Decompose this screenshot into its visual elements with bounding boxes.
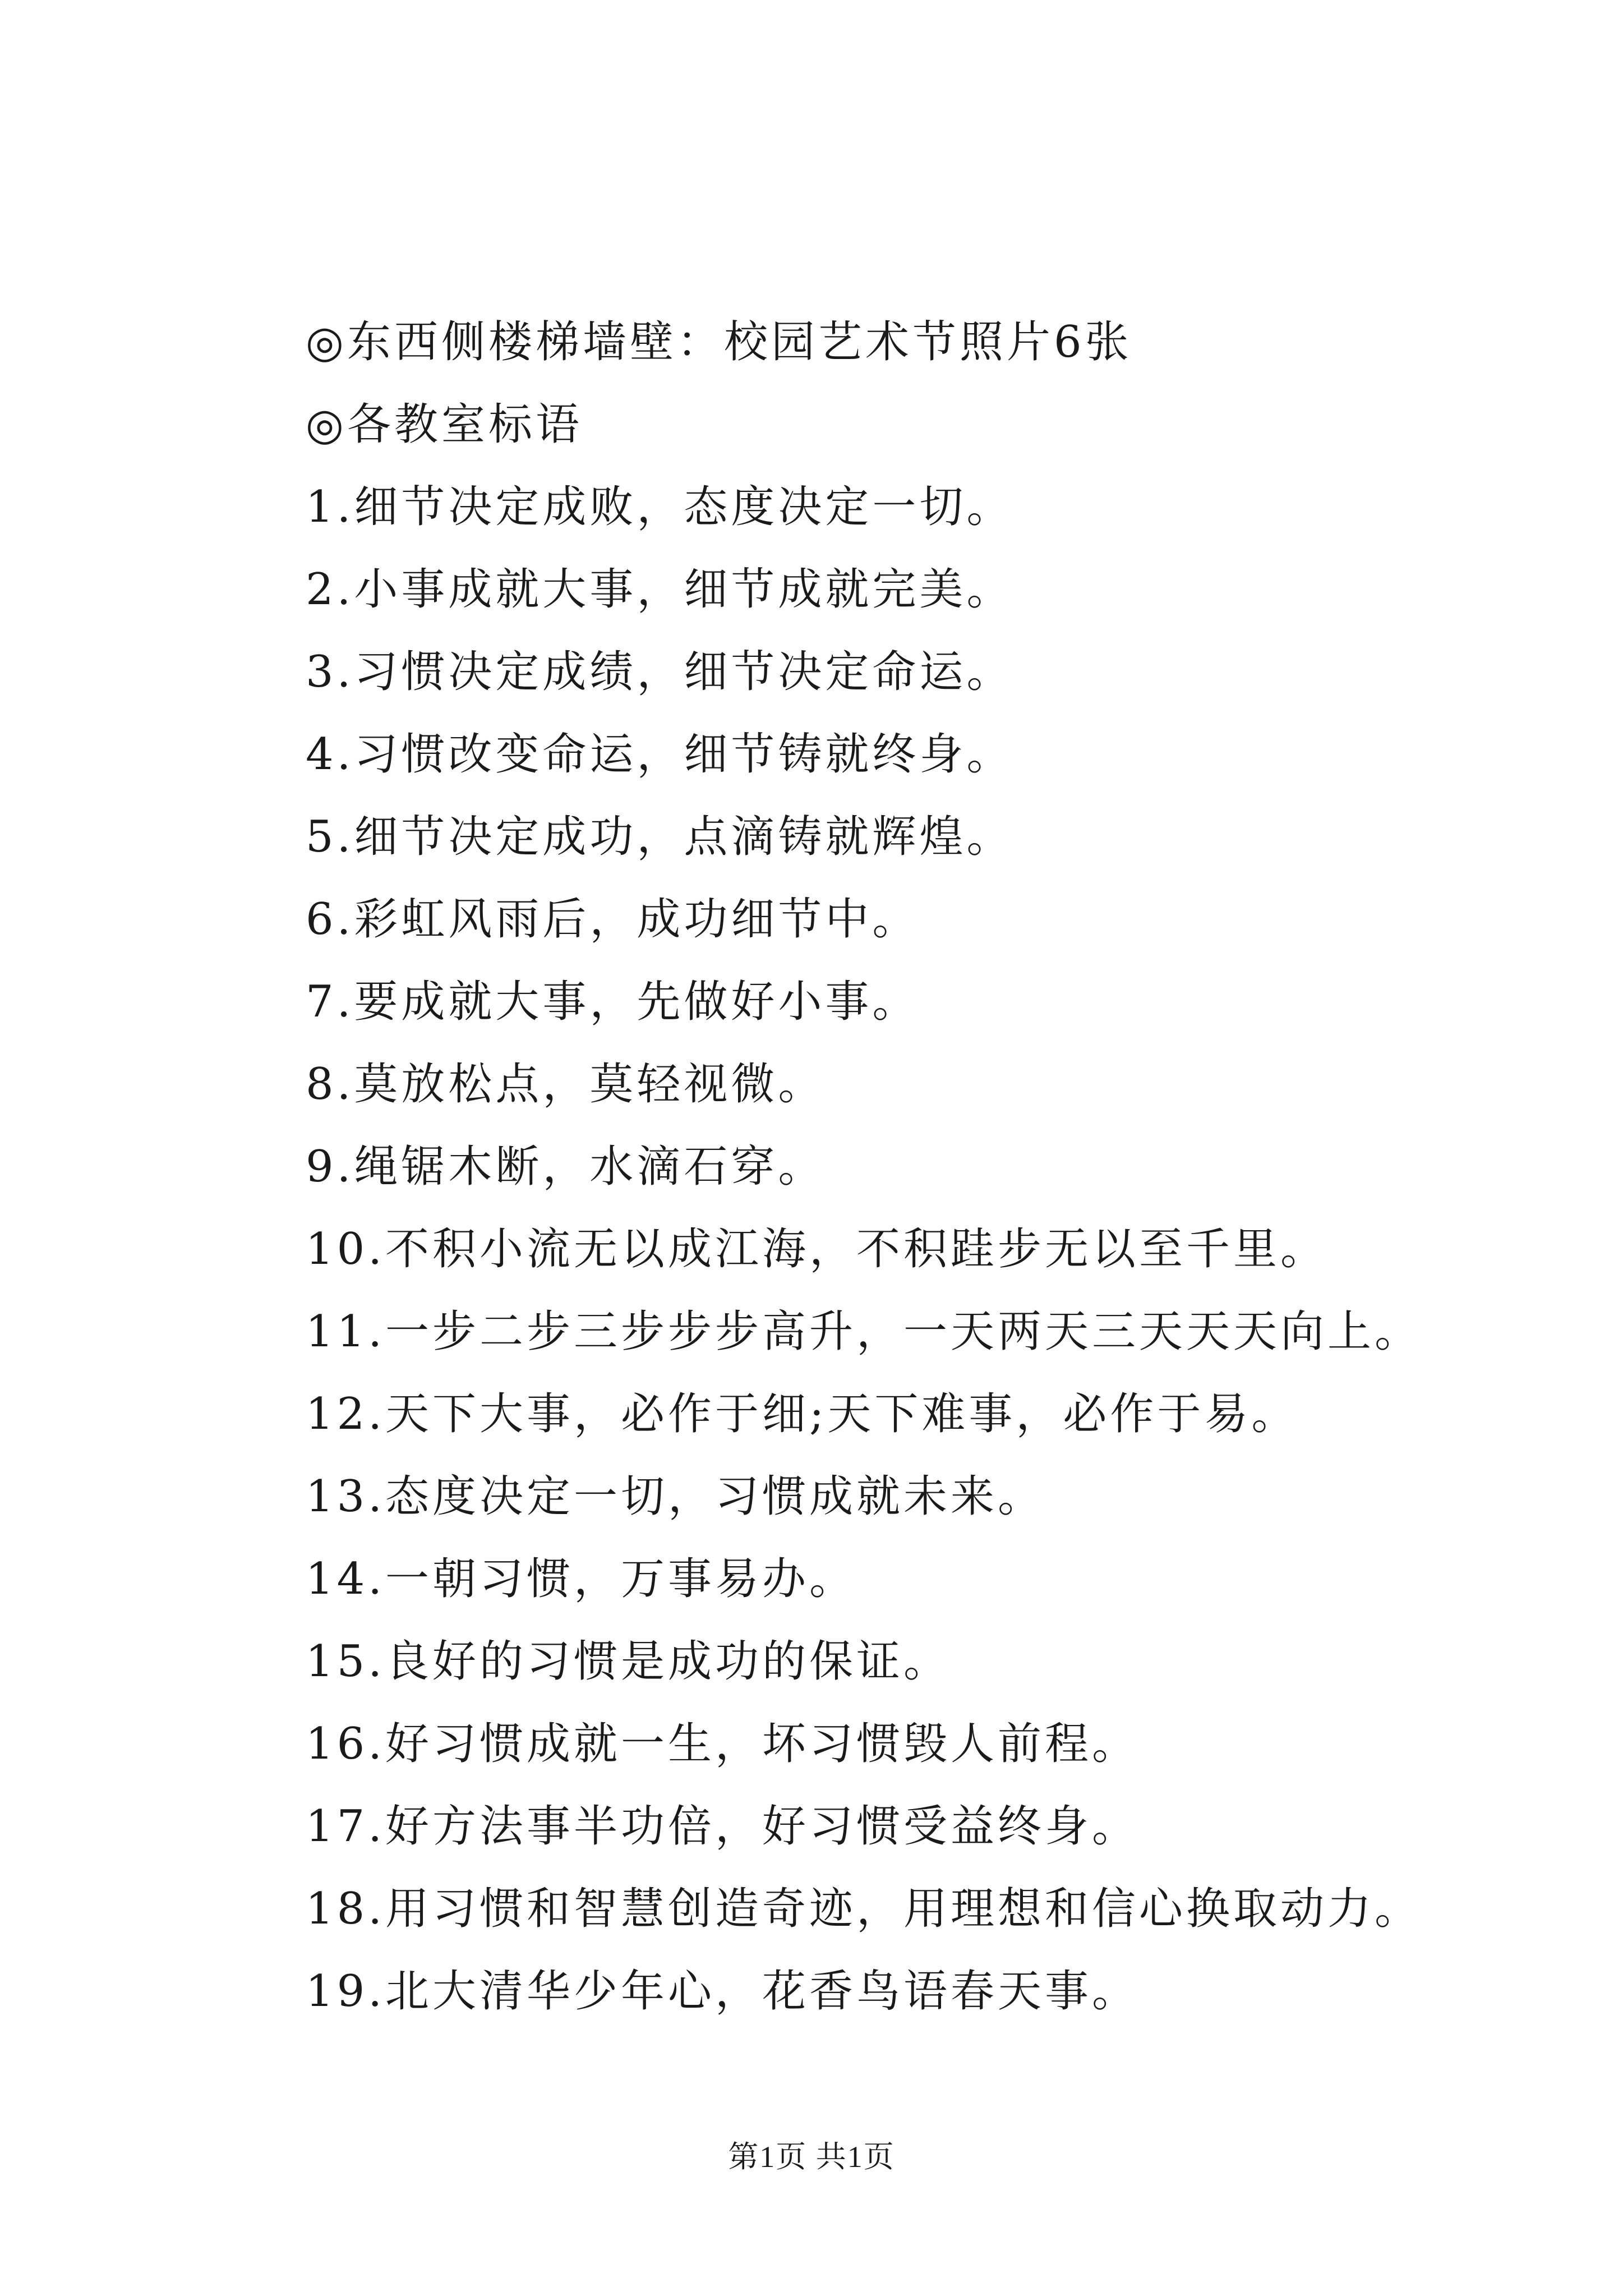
page-footer: 第1页 共1页 bbox=[728, 2140, 895, 2174]
slogan-item-11: 11.一步二步三步步步高升，一天两天三天天天向上。 bbox=[306, 1306, 1422, 1357]
slogan-item-15: 15.良好的习惯是成功的保证。 bbox=[306, 1636, 951, 1687]
slogan-item-1: 1.细节决定成败，态度决定一切。 bbox=[306, 482, 1014, 532]
slogan-item-6: 6.彩虹风雨后，成功细节中。 bbox=[306, 894, 920, 945]
document-body bbox=[306, 0, 1539, 2076]
slogan-item-8: 8.莫放松点，莫轻视微。 bbox=[306, 1059, 826, 1110]
slogan-item-12: 12.天下大事，必作于细;天下难事，必作于易。 bbox=[306, 1389, 1299, 1439]
section-heading-stairwell: ◎东西侧楼梯墙壁：校园艺术节照片6张 bbox=[306, 317, 1132, 367]
slogan-item-10: 10.不积小流无以成江海，不积跬步无以至千里。 bbox=[306, 1224, 1328, 1274]
slogan-item-18: 18.用习惯和智慧创造奇迹，用理想和信心换取动力。 bbox=[306, 1884, 1422, 1934]
slogan-item-13: 13.态度决定一切，习惯成就未来。 bbox=[306, 1471, 1045, 1522]
slogan-item-19: 19.北大清华少年心，花香鸟语春天事。 bbox=[306, 1966, 1140, 2017]
slogan-item-3: 3.习惯决定成绩，细节决定命运。 bbox=[306, 647, 1014, 697]
slogan-item-7: 7.要成就大事，先做好小事。 bbox=[306, 977, 920, 1027]
section-heading-classroom-slogans: ◎各教室标语 bbox=[306, 399, 583, 450]
slogan-item-16: 16.好习惯成就一生，坏习惯毁人前程。 bbox=[306, 1719, 1140, 1769]
slogan-item-2: 2.小事成就大事，细节成就完美。 bbox=[306, 564, 1014, 615]
slogan-item-5: 5.细节决定成功，点滴铸就辉煌。 bbox=[306, 812, 1014, 862]
slogan-item-4: 4.习惯改变命运，细节铸就终身。 bbox=[306, 729, 1014, 780]
slogan-item-9: 9.绳锯木断，水滴石穿。 bbox=[306, 1142, 826, 1192]
slogan-item-17: 17.好方法事半功倍，好习惯受益终身。 bbox=[306, 1801, 1140, 1852]
slogan-item-14: 14.一朝习惯，万事易办。 bbox=[306, 1554, 857, 1604]
